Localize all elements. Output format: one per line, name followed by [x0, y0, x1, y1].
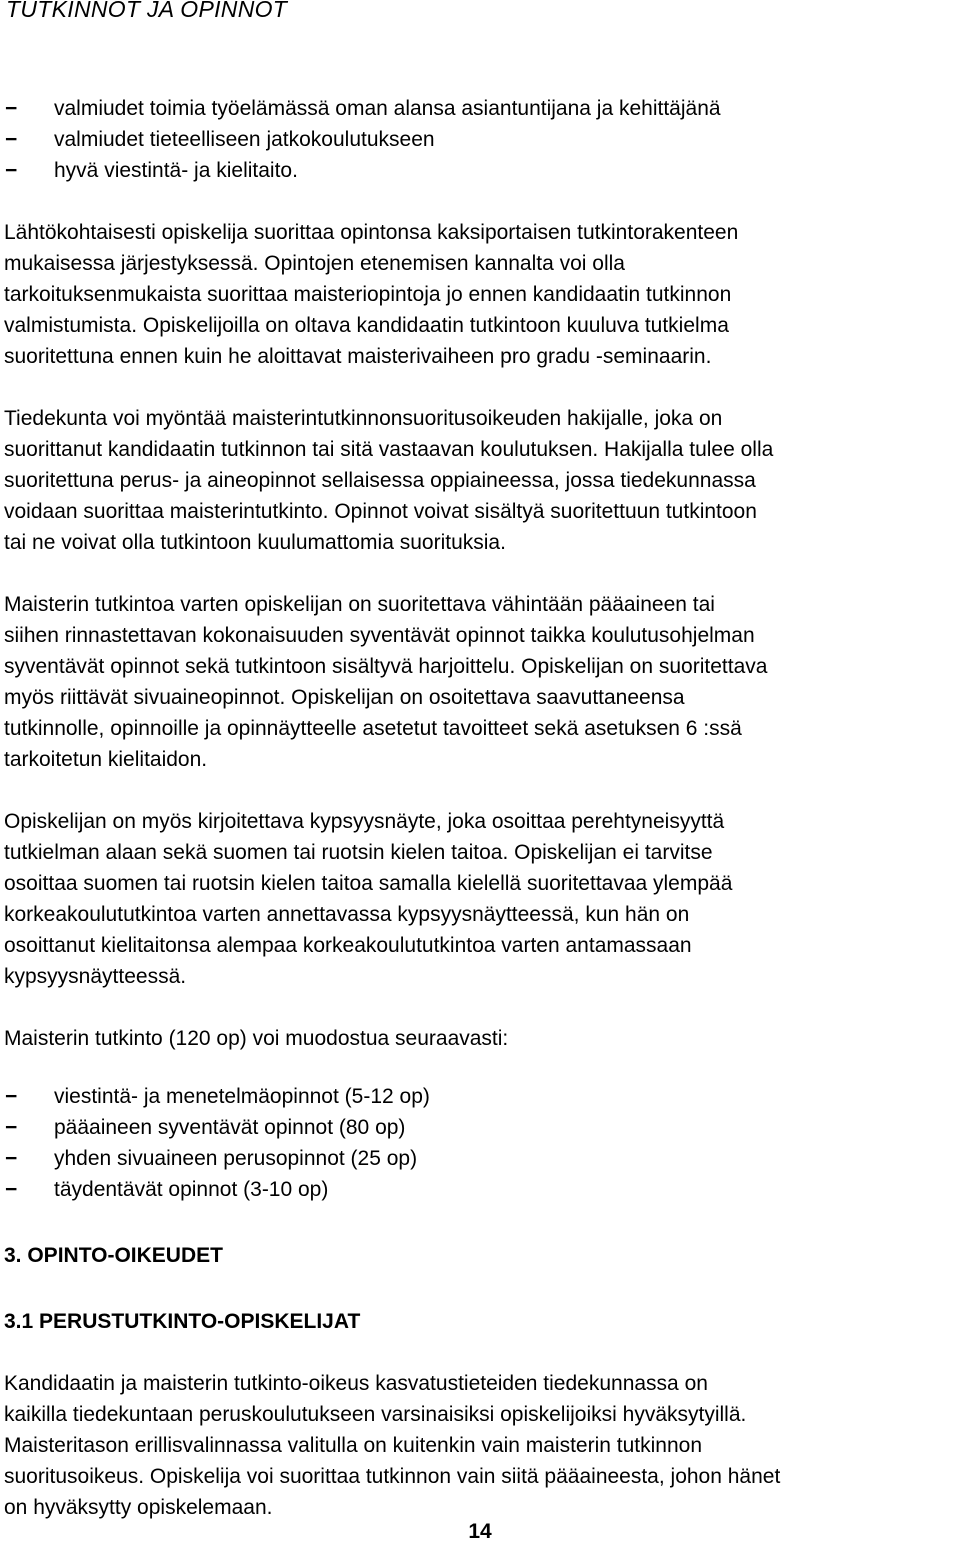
list-item: − hyvä viestintä- ja kielitaito.	[4, 155, 952, 186]
text-line: voidaan suorittaa maisterintutkinto. Opinnot voivat sisältyä suoritettuun tutkintoon	[4, 500, 757, 523]
text-line: tarkoitetun kielitaidon.	[4, 748, 208, 771]
paragraph-study-order	[4, 217, 952, 372]
list-item: − yhden sivuaineen perusopinnot (25 op)	[4, 1143, 952, 1174]
text-line: mukaisessa järjestyksessä. Opintojen etenemisen kannalta voi olla	[4, 252, 625, 275]
dash-marker: −	[5, 97, 18, 120]
text-line: tutkinnolle, opinnoille ja opinnäytteelle asetetut tavoitteet sekä asetuksen 6 :ssä	[4, 717, 742, 740]
degree-structure-intro: Maisterin tutkinto (120 op) voi muodostua seuraavasti:	[4, 1027, 509, 1050]
text-line: suoritettuna ennen kuin he aloittavat maisterivaiheen pro gradu -seminaarin.	[4, 345, 712, 368]
dash-marker: −	[5, 1085, 18, 1108]
text-line: korkeakoulututkintoa varten annettavassa kypsyysnäytteessä, kun hän on	[4, 903, 690, 926]
paragraph-study-rights	[4, 1368, 952, 1523]
dash-marker: −	[5, 159, 18, 182]
text-line: kypsyysnäytteessä.	[4, 965, 187, 988]
text-line: Maisteritason erillisvalinnassa valitulla on kuitenkin vain maisterin tutkinnon	[4, 1434, 703, 1457]
dash-marker: −	[5, 1116, 18, 1139]
dash-marker: −	[5, 128, 18, 151]
document-body	[4, 93, 952, 1523]
text-line: on hyväksytty opiskelemaan.	[4, 1496, 273, 1519]
section-heading: 3. OPINTO-OIKEUDET	[4, 1244, 223, 1267]
text-line: Opiskelijan on myös kirjoitettava kypsyysnäyte, joka osoittaa perehtyneisyyttä	[4, 810, 725, 833]
text-line: siihen rinnastettavan kokonaisuuden syventävät opinnot taikka koulutusohjelman	[4, 624, 755, 647]
page-header: TUTKINNOT JA OPINNOT	[6, 0, 288, 22]
degree-structure-list	[4, 1081, 952, 1205]
list-item: − viestintä- ja menetelmäopinnot (5-12 op)	[4, 1081, 952, 1112]
paragraph-master-rights	[4, 403, 952, 558]
paragraph-master-requirements	[4, 589, 952, 775]
list-item: − valmiudet toimia työelämässä oman alansa asiantuntijana ja kehittäjänä	[4, 93, 952, 124]
text-line: suoritettuna perus- ja aineopinnot sellaisessa oppiaineessa, jossa tiedekunnassa	[4, 469, 756, 492]
text-line: Lähtökohtaisesti opiskelija suorittaa opintonsa kaksiportaisen tutkintorakenteen	[4, 221, 739, 244]
list-item: − pääaineen syventävät opinnot (80 op)	[4, 1112, 952, 1143]
intro-list	[4, 93, 952, 186]
text-line: syventävät opinnot sekä tutkintoon sisältyvä harjoittelu. Opiskelijan on suoritettava	[4, 655, 768, 678]
text-line: myös riittävät sivuaineopinnot. Opiskelijan on osoitettava saavuttaneensa	[4, 686, 685, 709]
text-line: osoittanut kielitaitonsa alempaa korkeakoulututkintoa varten antamassaan	[4, 934, 692, 957]
list-item: − valmiudet tieteelliseen jatkokoulutukseen	[4, 124, 952, 155]
text-line: kaikilla tiedekuntaan peruskoulutukseen varsinaisiksi opiskelijoiksi hyväksytyillä.	[4, 1403, 747, 1426]
text-line: valmistumista. Opiskelijoilla on oltava kandidaatin tutkintoon kuuluva tutkielma	[4, 314, 729, 337]
paragraph-maturity-test	[4, 806, 952, 992]
text-line: tutkielman alaan sekä suomen tai ruotsin kielen taitoa. Opiskelijan ei tarvitse	[4, 841, 713, 864]
subsection-heading: 3.1 PERUSTUTKINTO-OPISKELIJAT	[4, 1310, 361, 1333]
dash-marker: −	[5, 1178, 18, 1201]
text-line: Tiedekunta voi myöntää maisterintutkinnonsuoritusoikeuden hakijalle, joka on	[4, 407, 723, 430]
dash-marker: −	[5, 1147, 18, 1170]
page-number: 14	[468, 1520, 492, 1543]
list-item: − täydentävät opinnot (3-10 op)	[4, 1174, 952, 1205]
text-line: Kandidaatin ja maisterin tutkinto-oikeus kasvatustieteiden tiedekunnassa on	[4, 1372, 708, 1395]
text-line: osoittaa suomen tai ruotsin kielen taitoa samalla kielellä suoritettavaa ylempää	[4, 872, 733, 895]
text-line: tai ne voivat olla tutkintoon kuulumattomia suorituksia.	[4, 531, 506, 554]
text-line: suoritusoikeus. Opiskelija voi suorittaa tutkinnon vain siitä pääaineesta, johon hänet	[4, 1465, 781, 1488]
text-line: suorittanut kandidaatin tutkinnon tai sitä vastaavan koulutuksen. Hakijalla tulee olla	[4, 438, 774, 461]
text-line: tarkoituksenmukaista suorittaa maisteriopintoja jo ennen kandidaatin tutkinnon	[4, 283, 732, 306]
text-line: Maisterin tutkintoa varten opiskelijan on suoritettava vähintään pääaineen tai	[4, 593, 715, 616]
